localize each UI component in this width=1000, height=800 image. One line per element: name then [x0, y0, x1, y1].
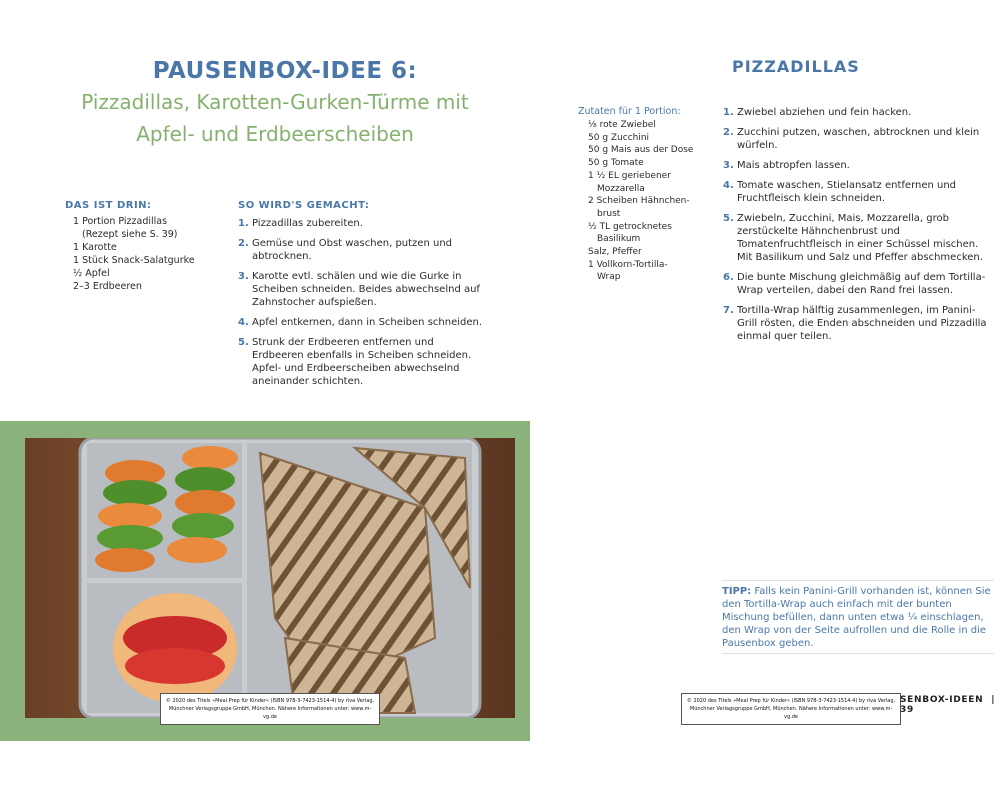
list-item: Salz, Pfeffer — [588, 247, 642, 258]
list-item: 1 Karotte — [73, 242, 117, 253]
copyright-line-1: © 2020 des Titels »Meal Prep für Kinder« (ISBN 978-3-7423-1514-4) by riva Verlag, — [686, 698, 896, 704]
subtitle-line-1: Pizzadillas, Karotten-Gurken-Türme mit — [81, 90, 469, 114]
list-item: 1 ½ EL geriebener — [588, 170, 671, 181]
footer-section: SENBOX-IDEEN — [900, 695, 984, 705]
step-number: 6. — [723, 272, 734, 283]
step-item — [723, 271, 993, 297]
step-item — [238, 270, 488, 309]
ingredients-heading: DAS IST DRIN: — [65, 200, 152, 211]
step-item — [723, 126, 993, 152]
step-number: 1. — [238, 218, 249, 229]
step-number: 5. — [723, 213, 734, 224]
step-item — [723, 179, 993, 205]
step-item — [723, 212, 993, 264]
step-text: Tortilla-Wrap hälftig zusammenlegen, im Panini-Grill rösten, die Enden abschneiden und Pizzadilla einmal quer teilen. — [737, 305, 987, 342]
apple-strawberry-slices — [113, 593, 237, 703]
copyright-line-1: © 2020 des Titels »Meal Prep für Kinder« (ISBN 978-3-7423-1514-4) by riva Verlag, — [165, 698, 375, 704]
page-number: 39 — [900, 705, 914, 715]
list-item: ½ TL getrocknetes — [588, 221, 672, 232]
recipe-steps — [723, 106, 993, 350]
step-item — [723, 106, 993, 119]
page-title: PAUSENBOX-IDEE 6: — [152, 58, 418, 84]
step-number: 4. — [238, 317, 249, 328]
step-number: 2. — [238, 238, 249, 249]
copyright-line-2: Münchner Verlagsgruppe GmbH, München. Nähere Informationen unter: www.m-vg.de — [689, 706, 893, 720]
page-subtitle — [40, 86, 510, 150]
step-number: 3. — [238, 271, 249, 282]
step-text: Die bunte Mischung gleichmäßig auf dem Tortilla-Wrap verteilen, dabei den Rand frei lassen. — [737, 272, 986, 296]
list-item: 1 Vollkorn-Tortilla- — [588, 259, 668, 270]
step-number: 5. — [238, 337, 249, 348]
recipe-ingredients-list — [578, 119, 708, 284]
subtitle-line-2: Apfel- und Erdbeerscheiben — [136, 122, 414, 146]
page-footer — [900, 695, 1000, 715]
step-number: 3. — [723, 160, 734, 171]
method-steps — [238, 217, 488, 388]
step-text: Karotte evtl. schälen und wie die Gurke in Scheiben schneiden. Beides abwechselnd auf Zahnstocher aufspießen. — [252, 271, 480, 308]
method-section — [238, 200, 488, 395]
step-item — [238, 336, 488, 388]
step-text: Pizzadillas zubereiten. — [252, 218, 363, 229]
footer-separator: | — [991, 695, 996, 705]
step-text: Zucchini putzen, waschen, abtrocknen und klein würfeln. — [737, 127, 980, 151]
step-text: Tomate waschen, Stielansatz entfernen und Fruchtfleisch klein schneiden. — [737, 180, 957, 204]
lunchbox-photo — [25, 438, 515, 718]
list-item: 1 Stück Snack-Salatgurke — [73, 255, 195, 266]
tip-text: Falls kein Panini-Grill vorhanden ist, können Sie den Tortilla-Wrap auch einfach mit der bunten Mischung befüllen, dann unten etwa ¼ einschlagen, den Wrap von der Seite aufrollen und die Rolle in die Pausenbox geben. — [722, 586, 991, 649]
list-item: ½ Apfel — [73, 268, 110, 279]
method-heading: SO WIRD'S GEMACHT: — [238, 200, 370, 211]
step-number: 2. — [723, 127, 734, 138]
step-item — [238, 316, 488, 329]
copyright-notice-left — [160, 693, 380, 725]
recipe-title: PIZZADILLAS — [732, 57, 860, 76]
ingredients-section — [65, 200, 225, 293]
recipe-ingredients-heading: Zutaten für 1 Portion: — [578, 106, 681, 117]
step-text: Strunk der Erdbeeren entfernen und Erdbeeren ebenfalls in Scheiben schneiden. Apfel- und Erdbeerscheiben abwechselnd aneinander schichten. — [252, 337, 472, 387]
step-item — [723, 159, 993, 172]
list-item: 2–3 Erdbeeren — [73, 281, 142, 292]
list-item: brust — [597, 208, 621, 219]
recipe-ingredients — [578, 106, 708, 284]
step-text: Zwiebeln, Zucchini, Mais, Mozzarella, grob zerstückelte Hähnchenbrust und Tomatenfruchtfleisch in einer Schüssel mischen. Mit Basilikum und Salz und Pfeffer abschmecken. — [737, 213, 983, 263]
step-item — [723, 304, 993, 343]
list-item: 50 g Mais aus der Dose — [588, 145, 694, 156]
step-number: 1. — [723, 107, 734, 118]
step-text: Gemüse und Obst waschen, putzen und abtrocknen. — [252, 238, 452, 262]
list-item: 2 Scheiben Hähnchen- — [588, 196, 690, 207]
step-number: 4. — [723, 180, 734, 191]
list-item: Wrap — [597, 272, 621, 283]
list-item: 50 g Zucchini — [588, 132, 650, 143]
list-item: (Rezept siehe S. 39) — [82, 229, 178, 240]
list-item: Mozzarella — [597, 183, 645, 194]
step-text: Apfel entkernen, dann in Scheiben schneiden. — [252, 317, 483, 328]
list-item: 50 g Tomate — [588, 158, 644, 169]
step-item — [238, 237, 488, 263]
list-item: Basilikum — [597, 234, 641, 245]
copyright-notice-right — [681, 693, 901, 725]
step-number: 7. — [723, 305, 734, 316]
tip-box — [722, 580, 994, 654]
list-item: ⅛ rote Zwiebel — [588, 120, 656, 130]
step-item — [238, 217, 488, 230]
copyright-line-2: Münchner Verlagsgruppe GmbH, München. Nähere Informationen unter: www.m-vg.de — [168, 706, 372, 720]
step-text: Mais abtropfen lassen. — [737, 160, 850, 171]
list-item: 1 Portion Pizzadillas — [73, 216, 168, 227]
ingredients-list — [65, 215, 225, 293]
step-text: Zwiebel abziehen und fein hacken. — [737, 107, 912, 118]
tip-label: TIPP: — [722, 586, 752, 597]
